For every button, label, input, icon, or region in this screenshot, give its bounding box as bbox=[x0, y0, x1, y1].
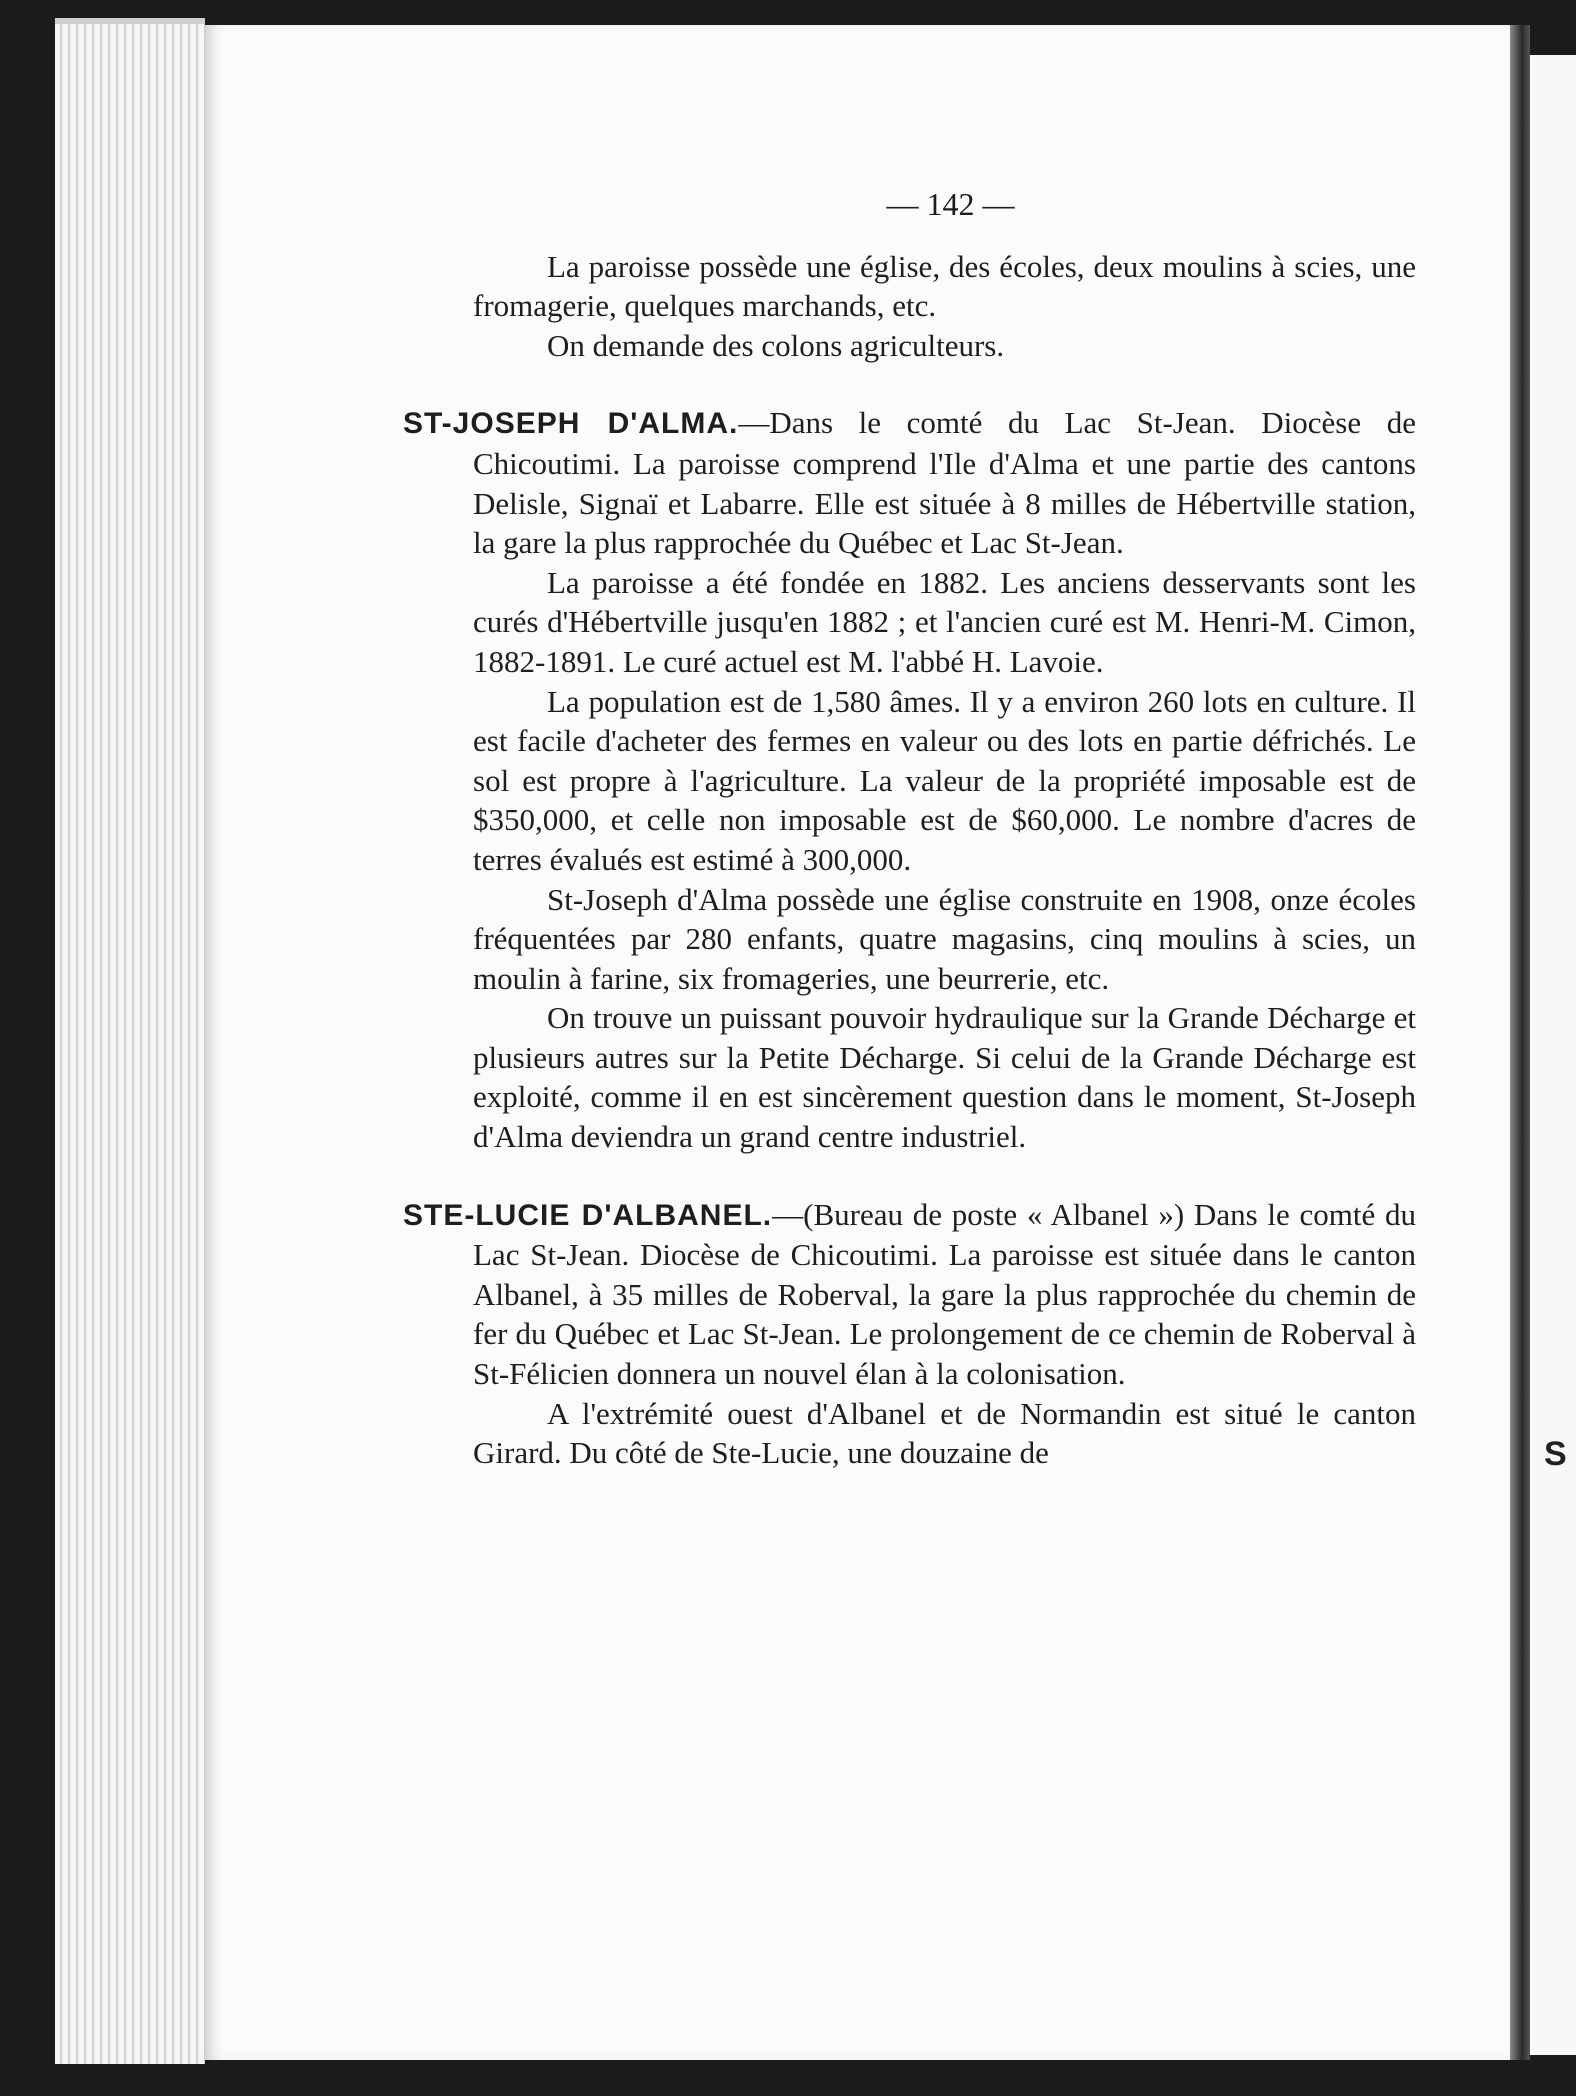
entry-first-paragraph bbox=[403, 403, 1416, 562]
entry-paragraph: A l'extrémité ouest d'Albanel et de Normandin est situé le canton Girard. Du côté de Ste-Lucie, une douzaine de bbox=[473, 1395, 1416, 1471]
facing-page-fragment: S bbox=[1544, 1435, 1567, 1473]
entry-heading: ST-JOSEPH D'ALMA. bbox=[403, 407, 739, 441]
entry-lead-text: —Dans le comté du Lac St-Jean. Diocèse de Chicoutimi. La paroisse comprend l'Ile d'Alma et une partie des cantons Delisle, Signaï et Labarre. Elle est située à 8 milles de Hébertville station, la gare la plus rapprochée du Québec et Lac St-Jean. bbox=[473, 405, 1416, 561]
page-edges bbox=[55, 18, 205, 2064]
entry-paragraph: La population est de 1,580 âmes. Il y a environ 260 lots en culture. Il est facile d'acheter des fermes en valeur ou des lots en partie défrichés. Le sol est propre à l'agriculture. La valeur de la propriété imposable est de $350,000, et celle non imposable est de $60,000. Le nombre d'acres de terres évalués est estimé à 300,000. bbox=[473, 683, 1416, 877]
page-text bbox=[403, 185, 1417, 1473]
entry-first-paragraph bbox=[403, 1195, 1417, 1394]
entry-ste-lucie-dalbanel bbox=[403, 1195, 1417, 1473]
book-gutter bbox=[1510, 25, 1530, 2060]
entry-paragraph: On trouve un puissant pouvoir hydraulique sur la Grande Décharge et plusieurs autres sur la Petite Décharge. Si celui de la Grande Décharge est exploité, comme il en est sincèrement question dans le moment, St-Joseph d'Alma deviendra un grand centre industriel. bbox=[473, 1000, 1416, 1155]
entry-lead-text: —(Bureau de poste « Albanel ») Dans le comté du Lac St-Jean. Diocèse de Chicoutimi. La paroisse est située dans le canton Albanel, à 35 milles de Roberval, la gare la plus rapprochée du chemin de fer du Québec et Lac St-Jean. Le prolongement de ce chemin de Roberval à St-Félicien donnera un nouvel élan à la colonisation. bbox=[473, 1196, 1417, 1392]
entry-paragraph: St-Joseph d'Alma possède une église construite en 1908, onze écoles fréquentées par 280 enfants, quatre magasins, cinq moulins à scies, un moulin à farine, six fromageries, une beurrerie, etc. bbox=[473, 881, 1416, 996]
intro-paragraph: La paroisse possède une église, des écoles, deux moulins à scies, une fromagerie, quelques marchands, etc. bbox=[473, 248, 1416, 324]
facing-page bbox=[1530, 55, 1576, 2055]
page-number: — 142 — bbox=[886, 186, 1015, 222]
entry-paragraph: La paroisse a été fondée en 1882. Les anciens desservants sont les curés d'Hébertville jusqu'en 1882 ; et l'ancien curé est M. Henri-M. Cimon, 1882-1891. Le curé actuel est M. l'abbé H. Lavoie. bbox=[473, 564, 1416, 679]
entry-heading: STE-LUCIE D'ALBANEL. bbox=[403, 1198, 773, 1232]
entry-st-joseph-dalma bbox=[403, 403, 1416, 1156]
intro-paragraph: On demande des colons agriculteurs. bbox=[547, 327, 1005, 363]
